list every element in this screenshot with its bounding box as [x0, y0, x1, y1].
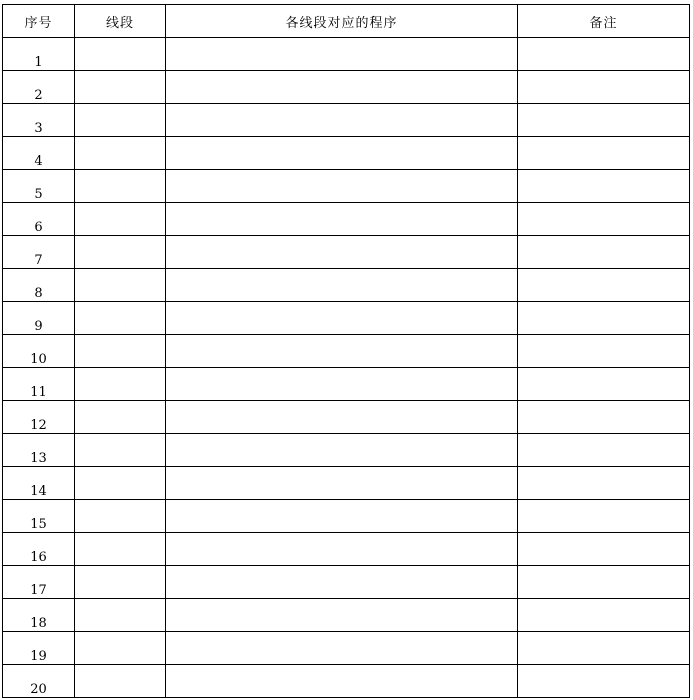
header-index: 序号	[3, 5, 75, 38]
segment-cell[interactable]	[75, 632, 166, 665]
row-index-cell: 7	[3, 236, 75, 269]
segment-cell[interactable]	[75, 335, 166, 368]
table-row	[3, 566, 690, 599]
program-cell[interactable]	[166, 203, 518, 236]
program-cell[interactable]	[166, 467, 518, 500]
table-row	[3, 203, 690, 236]
table-row	[3, 335, 690, 368]
program-cell[interactable]	[166, 71, 518, 104]
table-row	[3, 533, 690, 566]
program-cell[interactable]	[166, 38, 518, 71]
program-cell[interactable]	[166, 434, 518, 467]
program-cell[interactable]	[166, 236, 518, 269]
table-row	[3, 665, 690, 698]
table-row	[3, 500, 690, 533]
remark-cell[interactable]	[518, 137, 690, 170]
row-index-cell: 20	[3, 665, 75, 698]
remark-cell[interactable]	[518, 302, 690, 335]
remark-cell[interactable]	[518, 500, 690, 533]
program-cell[interactable]	[166, 104, 518, 137]
row-index-cell: 13	[3, 434, 75, 467]
row-index-cell: 5	[3, 170, 75, 203]
segment-cell[interactable]	[75, 533, 166, 566]
segment-cell[interactable]	[75, 665, 166, 698]
segment-cell[interactable]	[75, 302, 166, 335]
remark-cell[interactable]	[518, 632, 690, 665]
row-index-cell: 6	[3, 203, 75, 236]
remark-cell[interactable]	[518, 335, 690, 368]
table-row	[3, 104, 690, 137]
row-index-cell: 9	[3, 302, 75, 335]
header-program: 各线段对应的程序	[166, 5, 518, 38]
row-index-cell: 16	[3, 533, 75, 566]
program-cell[interactable]	[166, 302, 518, 335]
remark-cell[interactable]	[518, 467, 690, 500]
program-cell[interactable]	[166, 368, 518, 401]
table-row	[3, 137, 690, 170]
program-cell[interactable]	[166, 335, 518, 368]
segment-cell[interactable]	[75, 467, 166, 500]
table-row	[3, 269, 690, 302]
program-cell[interactable]	[166, 533, 518, 566]
row-index-cell: 2	[3, 71, 75, 104]
row-index-cell: 18	[3, 599, 75, 632]
remark-cell[interactable]	[518, 368, 690, 401]
table-row	[3, 302, 690, 335]
remark-cell[interactable]	[518, 566, 690, 599]
program-cell[interactable]	[166, 665, 518, 698]
remark-cell[interactable]	[518, 269, 690, 302]
table-row	[3, 401, 690, 434]
row-index-cell: 8	[3, 269, 75, 302]
program-cell[interactable]	[166, 401, 518, 434]
segment-cell[interactable]	[75, 434, 166, 467]
segment-program-table	[2, 4, 690, 698]
row-index-cell: 1	[3, 38, 75, 71]
header-segment: 线段	[75, 5, 166, 38]
segment-cell[interactable]	[75, 269, 166, 302]
remark-cell[interactable]	[518, 599, 690, 632]
program-cell[interactable]	[166, 599, 518, 632]
row-index-cell: 10	[3, 335, 75, 368]
table-row	[3, 38, 690, 71]
remark-cell[interactable]	[518, 665, 690, 698]
row-index-cell: 3	[3, 104, 75, 137]
segment-cell[interactable]	[75, 500, 166, 533]
program-worksheet	[2, 4, 689, 698]
table-row	[3, 368, 690, 401]
table-row	[3, 236, 690, 269]
header-remark: 备注	[518, 5, 690, 38]
row-index-cell: 15	[3, 500, 75, 533]
program-cell[interactable]	[166, 269, 518, 302]
row-index-cell: 17	[3, 566, 75, 599]
row-index-cell: 12	[3, 401, 75, 434]
remark-cell[interactable]	[518, 203, 690, 236]
row-index-cell: 14	[3, 467, 75, 500]
segment-cell[interactable]	[75, 401, 166, 434]
program-cell[interactable]	[166, 137, 518, 170]
remark-cell[interactable]	[518, 71, 690, 104]
table-header	[3, 5, 690, 38]
remark-cell[interactable]	[518, 170, 690, 203]
table-row	[3, 170, 690, 203]
table-body	[3, 38, 690, 698]
row-index-cell: 19	[3, 632, 75, 665]
segment-cell[interactable]	[75, 203, 166, 236]
remark-cell[interactable]	[518, 38, 690, 71]
remark-cell[interactable]	[518, 104, 690, 137]
segment-cell[interactable]	[75, 104, 166, 137]
table-row	[3, 599, 690, 632]
segment-cell[interactable]	[75, 599, 166, 632]
segment-cell[interactable]	[75, 71, 166, 104]
remark-cell[interactable]	[518, 401, 690, 434]
table-row	[3, 467, 690, 500]
segment-cell[interactable]	[75, 170, 166, 203]
program-cell[interactable]	[166, 632, 518, 665]
table-row	[3, 71, 690, 104]
segment-cell[interactable]	[75, 368, 166, 401]
segment-cell[interactable]	[75, 38, 166, 71]
program-cell[interactable]	[166, 170, 518, 203]
remark-cell[interactable]	[518, 236, 690, 269]
program-cell[interactable]	[166, 566, 518, 599]
row-index-cell: 11	[3, 368, 75, 401]
header-row	[3, 5, 690, 38]
table-row	[3, 434, 690, 467]
segment-cell[interactable]	[75, 566, 166, 599]
program-cell[interactable]	[166, 500, 518, 533]
remark-cell[interactable]	[518, 434, 690, 467]
remark-cell[interactable]	[518, 533, 690, 566]
row-index-cell: 4	[3, 137, 75, 170]
table-row	[3, 632, 690, 665]
segment-cell[interactable]	[75, 137, 166, 170]
segment-cell[interactable]	[75, 236, 166, 269]
